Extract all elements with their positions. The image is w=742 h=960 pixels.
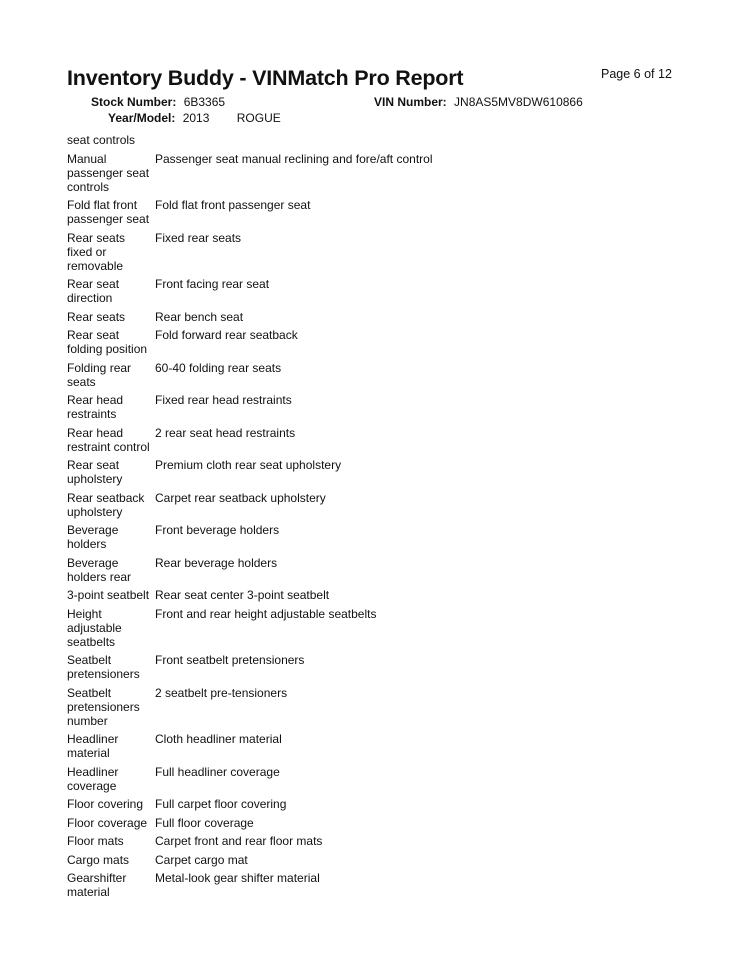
feature-label: Seatbelt pretensioners number — [67, 685, 140, 728]
year-model — [108, 111, 281, 125]
vin-number — [374, 95, 583, 109]
year-model-label: Year/Model: — [108, 111, 176, 125]
feature-value: 2 rear seat head restraints — [155, 425, 296, 440]
feature-label: Rear seats fixed or removable — [67, 230, 126, 273]
feature-row — [67, 588, 433, 607]
feature-value: Rear beverage holders — [155, 555, 278, 570]
feature-value: Full carpet floor covering — [155, 797, 287, 811]
stock-number-value: 6B3365 — [183, 95, 226, 109]
feature-value: Premium cloth rear seat upholstery — [155, 458, 342, 472]
feature-row — [67, 686, 433, 733]
feature-label: seat controls — [67, 133, 136, 147]
feature-label: 3-point seatbelt — [67, 588, 150, 602]
page-number: Page 6 of 12 — [601, 67, 672, 81]
feature-value: Fold forward rear seatback — [155, 328, 298, 342]
feature-row — [67, 653, 433, 686]
feature-row — [67, 310, 433, 329]
stock-number — [91, 95, 225, 109]
feature-label: Rear seat folding position — [67, 328, 148, 356]
feature-label: Rear seatback upholstery — [67, 490, 145, 519]
feature-label: Beverage holders — [67, 523, 119, 551]
feature-row — [67, 556, 433, 589]
feature-row — [67, 491, 433, 524]
year-value: 2013 — [182, 111, 210, 125]
feature-value: Metal-look gear shifter material — [155, 871, 320, 885]
vin-number-label: VIN Number: — [374, 95, 447, 109]
feature-row — [67, 853, 433, 872]
feature-label: Headliner coverage — [67, 764, 119, 793]
feature-row — [67, 458, 433, 491]
model-value: ROGUE — [236, 111, 281, 125]
feature-label: Folding rear seats — [67, 360, 132, 389]
feature-row — [67, 328, 433, 361]
feature-row — [67, 133, 433, 152]
feature-row — [67, 393, 433, 426]
feature-row — [67, 231, 433, 278]
feature-row — [67, 607, 433, 654]
feature-label: Rear head restraint control — [67, 425, 150, 454]
feature-label: Rear seats — [67, 309, 126, 324]
feature-row — [67, 816, 433, 835]
feature-row — [67, 361, 433, 394]
feature-label: Beverage holders rear — [67, 555, 132, 584]
feature-list — [67, 133, 433, 904]
feature-value: Carpet front and rear floor mats — [155, 834, 323, 848]
feature-row — [67, 426, 433, 459]
feature-label: Floor covering — [67, 797, 144, 811]
feature-row — [67, 732, 433, 765]
feature-value: Fixed rear head restraints — [155, 393, 292, 407]
feature-label: Headliner material — [67, 732, 119, 760]
feature-value: Rear seat center 3-point seatbelt — [155, 588, 330, 602]
feature-label: Height adjustable seatbelts — [67, 606, 122, 649]
feature-row — [67, 152, 433, 199]
feature-value: Rear bench seat — [155, 309, 244, 324]
feature-row — [67, 523, 433, 556]
feature-row — [67, 765, 433, 798]
stock-number-label: Stock Number: — [91, 95, 177, 109]
feature-label: Cargo mats — [67, 852, 130, 867]
feature-value: Fixed rear seats — [155, 230, 242, 245]
feature-label: Floor coverage — [67, 815, 148, 830]
feature-label: Gearshifter material — [67, 871, 127, 899]
feature-value: Full floor coverage — [155, 815, 254, 830]
feature-row — [67, 871, 433, 904]
vin-number-value: JN8AS5MV8DW610866 — [454, 95, 583, 109]
feature-label: Seatbelt pretensioners — [67, 653, 140, 681]
feature-label: Rear seat direction — [67, 277, 120, 305]
feature-row — [67, 277, 433, 310]
feature-value: Full headliner coverage — [155, 764, 280, 779]
feature-row — [67, 797, 433, 816]
feature-value: Front and rear height adjustable seatbelts — [155, 606, 377, 621]
feature-label: Rear head restraints — [67, 393, 124, 421]
feature-row — [67, 198, 433, 231]
feature-value: Cloth headliner material — [155, 732, 282, 746]
feature-row — [67, 834, 433, 853]
feature-value: Passenger seat manual reclining and fore/aft control — [155, 151, 433, 166]
feature-label: Rear seat upholstery — [67, 458, 123, 486]
feature-value: 2 seatbelt pre-tensioners — [155, 685, 288, 700]
feature-value: Carpet rear seatback upholstery — [155, 490, 326, 505]
feature-value: Carpet cargo mat — [155, 852, 248, 867]
feature-label: Fold flat front passenger seat — [67, 198, 150, 226]
feature-value: 60-40 folding rear seats — [155, 360, 282, 375]
feature-label: Manual passenger seat controls — [67, 151, 150, 194]
feature-value: Front beverage holders — [155, 523, 280, 537]
report-title: Inventory Buddy - VINMatch Pro Report — [67, 66, 464, 90]
feature-value: Fold flat front passenger seat — [155, 198, 311, 212]
feature-value: Front seatbelt pretensioners — [155, 653, 305, 667]
feature-value: Front facing rear seat — [155, 277, 270, 291]
feature-label: Floor mats — [67, 834, 124, 848]
